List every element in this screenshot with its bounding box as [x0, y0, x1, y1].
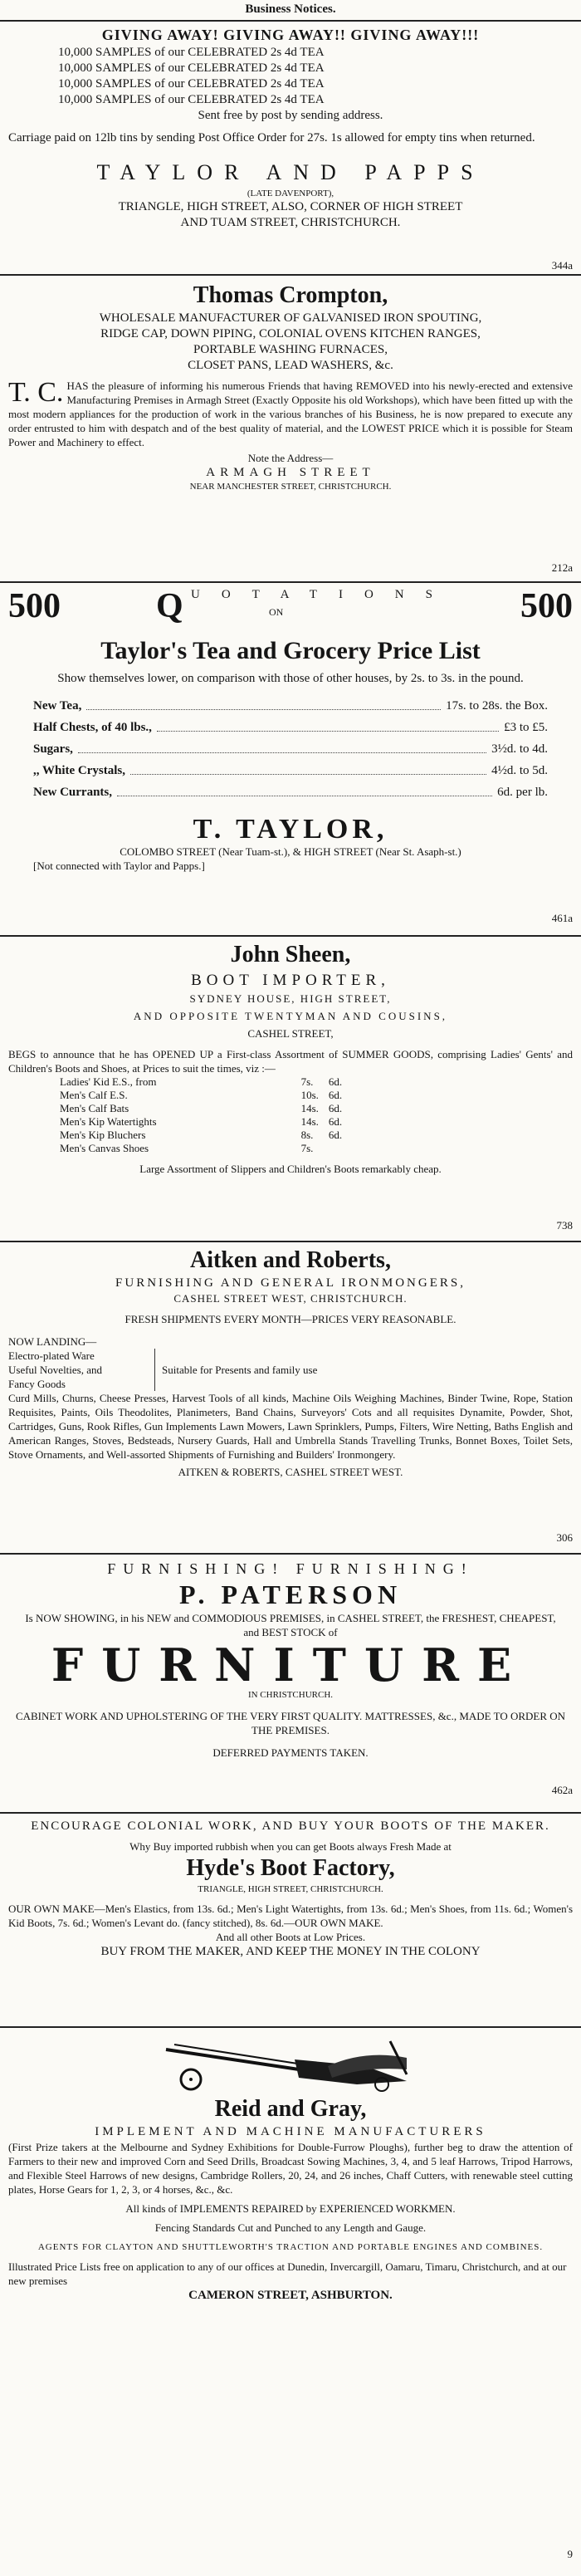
firm-name: P. PATERSON	[178, 1579, 403, 1609]
price-row	[33, 738, 548, 760]
repairs-line: All kinds of IMPLEMENTS REPAIRED by EXPERIENCED WORKMEN.	[125, 2202, 456, 2215]
address-line: AND TUAM STREET, CHRISTCHURCH.	[180, 216, 401, 229]
trade-line: CLOSET PANS, LEAD WASHERS, &c.	[188, 359, 393, 372]
list-item: Fancy Goods	[8, 1378, 66, 1390]
boot-shillings: 7s.	[300, 1075, 314, 1088]
boot-item: Men's Kip Bluchers	[60, 1129, 146, 1141]
address-line: CASHEL STREET WEST, CHRISTCHURCH.	[173, 1292, 408, 1305]
boot-item: Men's Canvas Shoes	[60, 1142, 149, 1154]
table-row	[55, 1129, 347, 1142]
boot-pence: 6d.	[328, 1075, 343, 1088]
fresh-line: FRESH SHIPMENTS EVERY MONTH—PRICES VERY REASONABLE.	[124, 1313, 456, 1325]
price-label: Sugars,	[33, 742, 73, 756]
sample-line: 10,000 SAMPLES of our CELEBRATED 2s 4d TEA	[58, 93, 325, 106]
boot-shillings: 14s.	[300, 1115, 319, 1128]
price-intro: Show themselves lower, on comparison with those of other houses, by 2s. to 3s. in the pound.	[57, 672, 524, 685]
furniture-word: FURNITURE	[51, 1638, 530, 1692]
post-note: Sent free by post by sending address.	[198, 109, 383, 122]
boot-pence: 6d.	[328, 1102, 343, 1114]
address-line: TRIANGLE, HIGH STREET, CHRISTCHURCH.	[198, 1884, 383, 1894]
buy-line: BUY FROM THE MAKER, AND KEEP THE MONEY IN THE COLONY	[100, 1945, 481, 1958]
ad-name: Aitken and Roberts,	[190, 1247, 391, 1273]
opposite-line: AND OPPOSITE TWENTYMAN AND COUSINS,	[133, 1010, 448, 1022]
page-header	[0, 2, 581, 17]
divider	[0, 1553, 581, 1555]
on-word: ON	[269, 606, 284, 618]
ad-hydes-boot-factory	[0, 1819, 581, 1960]
boot-shillings: 7s.	[300, 1142, 314, 1154]
boot-pence: 6d.	[328, 1129, 343, 1141]
ad-body: Is NOW SHOWING, in his NEW and COMMODIOUS PREMISES, in CASHEL STREET, the FRESHEST, CHEAPEST, and BEST STOCK of	[25, 1612, 556, 1638]
ad-headline: FURNISHING! FURNISHING!	[107, 1560, 474, 1577]
divider	[0, 1241, 581, 1242]
ad-name: Thomas Crompton,	[193, 282, 388, 308]
ad-ref: 9	[567, 2548, 573, 2560]
number-left: 500	[8, 587, 61, 625]
house-line: SYDNEY HOUSE, HIGH STREET,	[189, 992, 392, 1005]
ad-taylor-papps	[0, 25, 581, 272]
ad-body: HAS the pleasure of informing his numerous Friends that having REMOVED into his newly-erected and extensive Manufacturing Premises in Armagh Street (Exactly Opposite his old Workshops), which have been fitted up with the most modern appliances for the production of work in the various branches of his Business, he is now prepared to execute any order entrusted to him with despatch and of the best quality of material, and the LOWEST PRICE which it is possible for Steam Power and Machinery to effect.	[8, 380, 573, 448]
price-row	[33, 781, 548, 803]
ad-ref: 461a	[551, 912, 573, 924]
divider	[0, 2026, 581, 2028]
boot-price-table	[55, 1075, 347, 1155]
street: ARMAGH STREET	[206, 466, 375, 479]
boot-pence: 6d.	[328, 1115, 343, 1128]
others-line: And all other Boots at Low Prices.	[215, 1931, 366, 1943]
address-line: TRIANGLE, HIGH STREET, ALSO, CORNER OF HIGH STREET	[118, 200, 463, 213]
ad-name: John Sheen,	[230, 942, 351, 967]
ad-headline: GIVING AWAY! GIVING AWAY!! GIVING AWAY!!!	[101, 27, 480, 43]
divider	[0, 1812, 581, 1814]
trade-line: RIDGE CAP, DOWN PIPING, COLONIAL OVENS KITCHEN RANGES,	[100, 327, 481, 340]
ad-ref: 344a	[551, 259, 573, 272]
ad-reid-gray	[0, 2033, 581, 2560]
divider	[0, 581, 581, 583]
table-row	[55, 1115, 347, 1129]
trade-line: PORTABLE WASHING FURNACES,	[193, 343, 388, 356]
signature-line: AITKEN & ROBERTS, CASHEL STREET WEST.	[178, 1466, 403, 1478]
ad-aitken-roberts	[0, 1246, 581, 1544]
price-label: ,, White Crystals,	[33, 764, 125, 777]
divider	[0, 20, 581, 22]
price-label: Half Chests, of 40 lbs.,	[33, 721, 152, 734]
boot-pence	[324, 1142, 347, 1155]
price-row	[33, 717, 548, 738]
table-row	[55, 1142, 347, 1155]
plough-illustration-icon	[158, 2033, 423, 2094]
sample-line: 10,000 SAMPLES of our CELEBRATED 2s 4d TEA	[58, 77, 325, 91]
address-line: COLOMBO STREET (Near Tuam-st.), & HIGH STREET (Near St. Asaph-st.)	[120, 845, 461, 858]
suitable-note: Suitable for Presents and family use	[162, 1364, 318, 1376]
boot-shillings: 10s.	[300, 1089, 319, 1101]
boot-item: Men's Kip Watertights	[60, 1115, 157, 1128]
trade-line: BOOT IMPORTER,	[191, 972, 390, 989]
q-letter: Q	[156, 587, 183, 625]
price-label: New Currants,	[33, 786, 112, 799]
quotations-word: UOTATIONS	[191, 588, 454, 601]
ad-headline: ENCOURAGE COLONIAL WORK, AND BUY YOUR BOOTS OF THE MAKER.	[31, 1819, 550, 1833]
trade-line: IMPLEMENT AND MACHINE MANUFACTURERS	[95, 2125, 486, 2138]
ad-body: Curd Mills, Churns, Cheese Presses, Harvest Tools of all kinds, Machine Oils Weighing Machines, Binder Twine, Rope, Station Requisites, Paints, Oils Theodolites, Planimeters, Band Chains, Surveyors' Cots and all requisites Dynamite, Powder, Shot, Cartridges, Guns, Rook Rifles, Gun Implements Lawn Mowers, Lawn Sprinklers, Pumps, Filters, Wire Netting, Baths English and American Ranges, Stoves, Bedsteads, Nursery Guards, Hall and Umbrella Stands Travelling Trunks, Bonnet Boxes, Toilet Sets, Stove Ornaments, and Well-assorted Shipments of Furnishing and Builders' Ironmongery.	[8, 1392, 573, 1461]
fencing-line: Fencing Standards Cut and Punched to any Length and Gauge.	[154, 2221, 427, 2234]
price-value: 6d. per lb.	[497, 786, 548, 799]
agents-line: AGENTS FOR CLAYTON AND SHUTTLEWORTH'S TRACTION AND PORTABLE ENGINES AND COMBINES.	[37, 2242, 544, 2252]
table-row	[55, 1089, 347, 1102]
ad-ref: 462a	[551, 1784, 573, 1796]
firm-name: TAYLOR AND PAPPS	[96, 160, 485, 184]
why-line: Why Buy imported rubbish when you can get Boots always Fresh Made at	[129, 1840, 452, 1853]
ad-taylor-tea	[0, 586, 581, 924]
deferred-line: DEFERRED PAYMENTS TAKEN.	[212, 1746, 369, 1759]
boot-pence: 6d.	[328, 1089, 343, 1101]
price-label: New Tea,	[33, 699, 82, 713]
boot-item: Men's Calf Bats	[60, 1102, 129, 1114]
price-row	[33, 695, 548, 717]
ad-body: BEGS to announce that he has OPENED UP a First-class Assortment of SUMMER GOODS, comprising Ladies' Gents' and Children's Boots and Shoes, at Prices to suit the times, viz :—	[8, 1048, 573, 1075]
ad-name: Reid and Gray,	[214, 2096, 367, 2122]
divider	[0, 274, 581, 276]
price-list-title: Taylor's Tea and Grocery Price List	[100, 637, 481, 664]
footer-note: Large Assortment of Slippers and Children's Boots remarkably cheap.	[139, 1163, 442, 1175]
price-value: 4½d. to 5d.	[491, 764, 548, 777]
table-row	[55, 1102, 347, 1115]
not-connected-note: [Not connected with Taylor and Papps.]	[33, 859, 205, 872]
ad-body: OUR OWN MAKE—Men's Elastics, from 13s. 6d.; Men's Light Watertights, from 13s. 6d.; Men's Shoes, from 11s. 6d.; Women's Kid Boots, 7s. 6d.; Women's Levant do. (fancy stitched), 8s. 6d.—OUR OWN MAKE.	[8, 1903, 573, 1929]
ad-ref: 738	[556, 1219, 573, 1232]
price-lists-line: Illustrated Price Lists free on application to any of our offices at Dunedin, Invercargill, Oamaru, Timaru, Christchurch, and at our new premises	[8, 2260, 567, 2287]
city-line: IN CHRISTCHURCH.	[247, 1690, 334, 1700]
price-value: £3 to £5.	[504, 721, 548, 734]
ad-ref: 212a	[551, 561, 573, 574]
ad-ref: 306	[556, 1531, 573, 1544]
ad-john-sheen	[0, 940, 581, 1232]
boot-item: Men's Calf E.S.	[60, 1089, 128, 1101]
price-row	[33, 760, 548, 781]
number-right: 500	[520, 587, 573, 625]
price-value: 3½d. to 4d.	[491, 742, 548, 756]
landing-line: NOW LANDING—	[8, 1335, 97, 1348]
list-item: Electro-plated Ware	[8, 1349, 95, 1362]
firm-name: T. TAYLOR,	[193, 814, 388, 845]
boot-shillings: 8s.	[300, 1129, 314, 1141]
divider	[0, 935, 581, 937]
cabinet-line: CABINET WORK AND UPHOLSTERING OF THE VERY FIRST QUALITY. MATTRESSES, &c., MADE TO ORDER ON THE PREMISES.	[15, 1710, 566, 1736]
trade-line: WHOLESALE MANUFACTURER OF GALVANISED IRON SPOUTING,	[99, 311, 482, 325]
near-note: NEAR MANCHESTER STREET, CHRISTCHURCH.	[189, 482, 392, 492]
ad-p-paterson	[0, 1558, 581, 1796]
list-item: Useful Novelties, and	[8, 1364, 103, 1376]
carriage-note: Carriage paid on 12lb tins by sending Post Office Order for 27s. 1s allowed for empty tins when returned.	[8, 131, 535, 144]
boot-shillings: 14s.	[300, 1102, 319, 1114]
note: Note the Address—	[247, 452, 334, 464]
sample-line: 10,000 SAMPLES of our CELEBRATED 2s 4d TEA	[58, 46, 325, 59]
street-line: CASHEL STREET,	[247, 1027, 334, 1040]
ad-name: Hyde's Boot Factory,	[186, 1855, 395, 1881]
late-note: (LATE DAVENPORT),	[247, 189, 334, 198]
page-title: Business Notices.	[245, 2, 336, 16]
boot-item: Ladies' Kid E.S., from	[60, 1075, 157, 1088]
ad-body: (First Prize takers at the Melbourne and Sydney Exhibitions for Double-Furrow Ploughs), further beg to draw the attention of Farmers to their new and improved Corn and Seed Drills, Broadcast Sowing Machines, 3, 4, and 5 leaf Harrows, Tripod Harrows, and Flexible Steel Harrows of new designs, Cambridge Rollers, 20, 24, and 26 inches, Chaff Cutters, with renewable steel cutting plates, Horse Gears for 1, 2, 3, or 4 horses, &c., &c.	[8, 2141, 573, 2196]
ad-thomas-crompton	[0, 281, 581, 574]
table-row	[55, 1075, 347, 1089]
price-value: 17s. to 28s. the Box.	[446, 699, 548, 713]
trade-line: FURNISHING AND GENERAL IRONMONGERS,	[115, 1276, 466, 1290]
address-line: CAMERON STREET, ASHBURTON.	[188, 2289, 393, 2302]
sample-line: 10,000 SAMPLES of our CELEBRATED 2s 4d TEA	[58, 61, 325, 75]
initials: T. C.	[8, 377, 64, 408]
